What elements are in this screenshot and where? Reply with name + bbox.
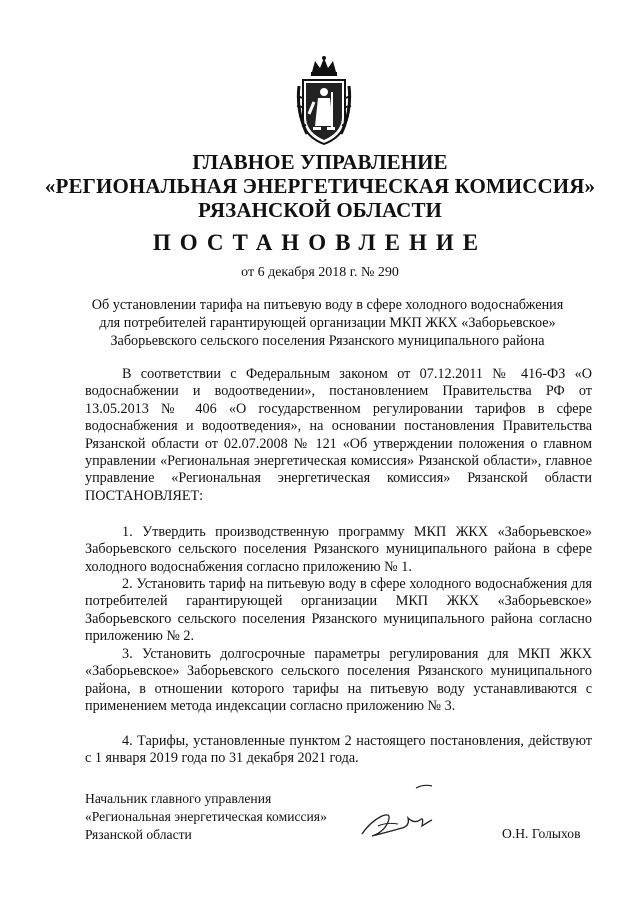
subject-line-2: для потребителей гарантирующей организации МКП ЖКХ «Заборьевское» <box>99 315 556 331</box>
org-title-line-1: ГЛАВНОЕ УПРАВЛЕНИЕ <box>192 150 448 174</box>
org-title-line-2: «РЕГИОНАЛЬНАЯ ЭНЕРГЕТИЧЕСКАЯ КОМИССИЯ» <box>44 174 596 198</box>
coat-of-arms-emblem <box>295 56 353 148</box>
subject-line-1: Об установлении тарифа на питьевую воду в сфере холодного водоснабжения <box>91 297 564 313</box>
decision-item-2: 2. Установить тариф на питьевую воду в сфере холодного водоснабжения для потребителей гарантирующей организации МКП ЖКХ «Заборьевское» Заборьевского сельского поселения Рязанского муниципального района согласно приложению № 2. <box>85 576 592 645</box>
signer-position-line-2: «Региональная энергетическая комиссия» <box>85 809 327 824</box>
org-title-line-3: РЯЗАНСКОЙ ОБЛАСТИ <box>198 198 442 222</box>
signer-position-line-3: Рязанской области <box>85 827 192 842</box>
handwritten-signature <box>358 782 436 842</box>
subject-line-3: Заборьевского сельского поселения Рязанского муниципального района <box>110 333 545 349</box>
signer-position-line-1: Начальник главного управления <box>85 791 272 806</box>
preamble-paragraph: В соответствии с Федеральным законом от 07.12.2011 № 416-ФЗ «О водоснабжении и водоотведении», постановлением Правительства РФ от 13.05.2013 № 406 «О государственном регулировании тарифов в сфере водоснабжения и водоотведения», на основании постановления Правительства Рязанской области от 02.07.2008 № 121 «Об утверждении положения о главном управлении «Региональная энергетическая комиссия» Рязанской области», главное управление «Региональная энергетическая комиссия» Рязанской области ПОСТАНОВЛЯЕТ: <box>85 366 592 504</box>
decision-item-3: 3. Установить долгосрочные параметры регулирования для МКП ЖКХ «Заборьевское» Заборьевского сельского поселения Рязанского муниципального района, в отношении которого тарифы на питьевую воду устанавливаются с применением метода индексации согласно приложению № 3. <box>85 646 592 715</box>
decision-item-4: 4. Тарифы, установленные пунктом 2 настоящего постановления, действуют с 1 января 2019 года по 31 декабря 2021 года. <box>85 733 592 767</box>
signer-name: О.Н. Голыхов <box>502 826 581 841</box>
document-type-heading: ПОСТАНОВЛЕНИЕ <box>152 230 488 255</box>
document-subject <box>70 296 585 350</box>
date-and-number: от 6 декабря 2018 г. № 290 <box>241 265 399 280</box>
decision-item-1: 1. Утвердить производственную программу МКП ЖКХ «Заборьевское» Заборьевского сельского поселения Рязанского муниципального района в сфере холодного водоснабжения согласно приложению № 1. <box>85 524 592 575</box>
